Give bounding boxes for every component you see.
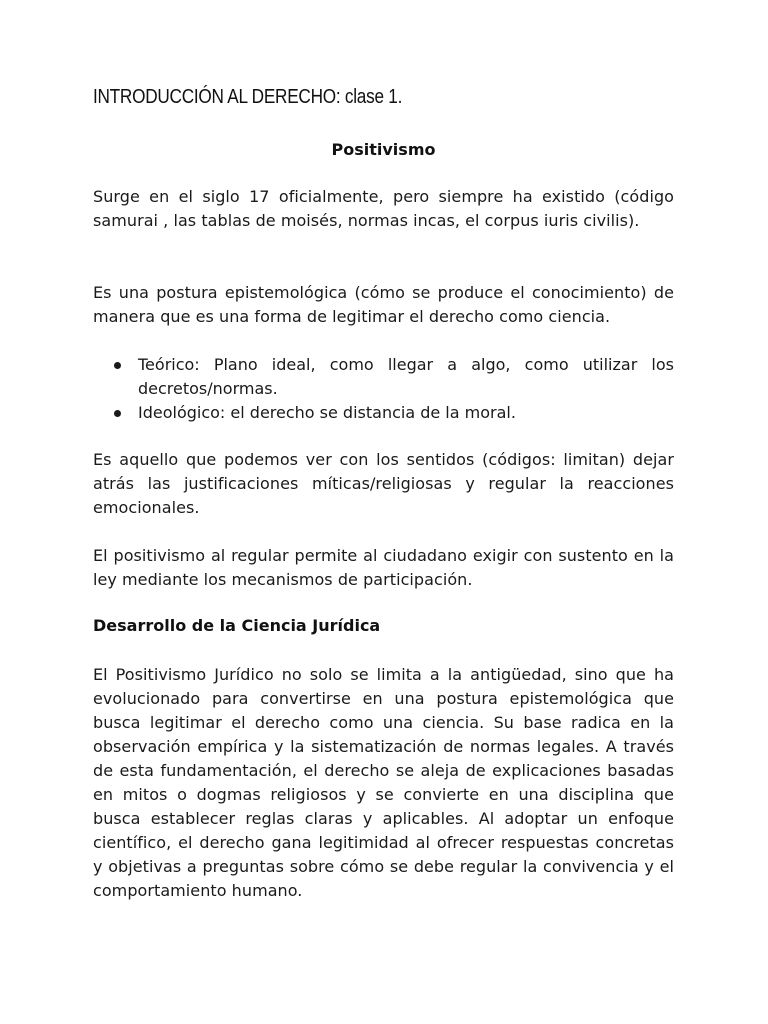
list-item [93, 353, 674, 401]
bullet-list [93, 353, 674, 425]
section-heading-positivismo: Positivismo [331, 140, 436, 159]
bullet-dot-icon [114, 410, 121, 417]
section-heading-ciencia-juridica: Desarrollo de la Ciencia Jurídica [93, 616, 381, 635]
paragraph-regulation: El positivismo al regular permite al ciudadano exigir con sustento en la ley mediante los mecanismos de participación. [93, 546, 674, 589]
list-item [93, 401, 674, 425]
bullet-dot-icon [114, 362, 121, 369]
paragraph-senses: Es aquello que podemos ver con los sentidos (códigos: limitan) dejar atrás las justificaciones míticas/religiosas y regular la reacciones emocionales. [93, 450, 674, 517]
list-item-text: Ideológico: el derecho se distancia de la moral. [138, 403, 516, 422]
paragraph-origin: Surge en el siglo 17 oficialmente, pero siempre ha existido (código samurai , las tablas de moisés, normas incas, el corpus iuris civilis). [93, 187, 674, 230]
paragraph-epistemology: Es una postura epistemológica (cómo se produce el conocimiento) de manera que es una forma de legitimar el derecho como ciencia. [93, 283, 674, 326]
paragraph-development: El Positivismo Jurídico no solo se limita a la antigüedad, sino que ha evolucionado para convertirse en una postura epistemológica que busca legitimar el derecho como una ciencia. Su base radica en la observación empírica y la sistematización de normas legales. A través de esta fundamentación, el derecho se aleja de explicaciones basadas en mitos o dogmas religiosos y se convierte en una disciplina que busca establecer reglas claras y aplicables. Al adoptar un enfoque científico, el derecho gana legitimidad al ofrecer respuestas concretas y objetivas a preguntas sobre cómo se debe regular la convivencia y el comportamiento humano. [93, 665, 674, 900]
list-item-text: Teórico: Plano ideal, como llegar a algo, como utilizar los decretos/normas. [138, 355, 674, 398]
document-title: INTRODUCCIÓN AL DERECHO: clase 1. [93, 86, 403, 108]
